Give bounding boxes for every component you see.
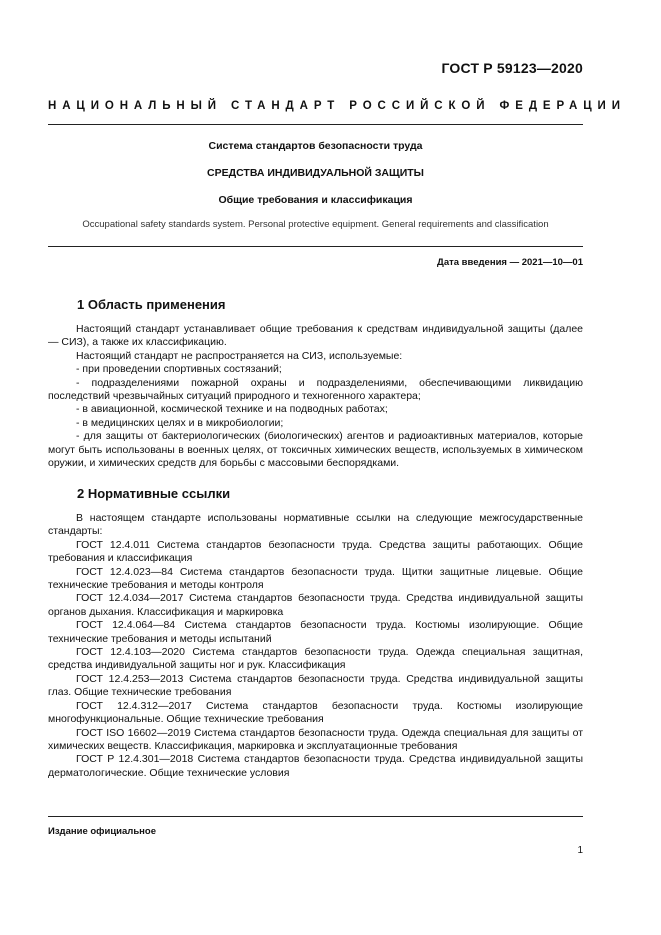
paragraph: Настоящий стандарт устанавливает общие требования к средствам индивидуальной защиты (далее — СИЗ), а также их классификацию.: [48, 323, 583, 349]
footer-divider: [48, 816, 583, 817]
title-english: Occupational safety standards system. Personal protective equipment. General requirements and classification: [82, 219, 549, 230]
reference-item: ГОСТ 12.4.023—84 Система стандартов безопасности труда. Щитки защитные лицевые. Общие технические требования и методы контроля: [48, 565, 583, 592]
reference-item: ГОСТ 12.4.253—2013 Система стандартов безопасности труда. Средства индивидуальной защиты глаз. Общие технические требования: [48, 672, 583, 699]
title-series: Система стандартов безопасности труда: [208, 140, 423, 152]
title-main: СРЕДСТВА ИНДИВИДУАЛЬНОЙ ЗАЩИТЫ: [207, 167, 424, 179]
national-standard-banner: НАЦИОНАЛЬНЫЙ СТАНДАРТ РОССИЙСКОЙ ФЕДЕРАЦИИ: [48, 100, 626, 112]
edition-label: Издание официальное: [48, 826, 156, 837]
reference-item: ГОСТ ISO 16602—2019 Система стандартов безопасности труда. Одежда специальная для защиты от химических веществ. Классификация, маркировка и эксплуатационные требования: [48, 726, 583, 752]
reference-item: ГОСТ 12.4.011 Система стандартов безопасности труда. Средства защиты работающих. Общие требования и классификация: [48, 538, 583, 565]
document-page: [48, 0, 626, 935]
list-item: - для защиты от бактериологических (биологических) агентов и радиоактивных материалов, которые могут быть использованы в военных целях, от токсичных химических веществ, используемых в химическом оружии, и химических средств для борьбы с массовыми беспорядками.: [48, 430, 583, 470]
list-item: - при проведении спортивных состязаний;: [76, 363, 282, 376]
section-2-body: [48, 512, 583, 780]
reference-item: ГОСТ 12.4.103—2020 Система стандартов безопасности труда. Одежда специальная защитная, средства индивидуальной защиты ног и рук. Классификация: [48, 646, 583, 672]
paragraph: Настоящий стандарт не распространяется на СИЗ, используемые:: [76, 349, 403, 362]
reference-item: ГОСТ 12.4.034—2017 Система стандартов безопасности труда. Средства индивидуальной защиты органов дыхания. Классификация и маркировка: [48, 592, 583, 618]
title-subtitle: Общие требования и классификация: [218, 194, 413, 206]
list-item: - в авиационной, космической технике и на подводных работах;: [76, 403, 388, 416]
reference-item: ГОСТ 12.4.064—84 Система стандартов безопасности труда. Костюмы изолирующие. Общие технические требования и методы испытаний: [48, 619, 583, 645]
paragraph: В настоящем стандарте использованы нормативные ссылки на следующие межгосударственные стандарты:: [48, 512, 583, 538]
section-1-body: [48, 323, 583, 470]
list-item: - подразделениями пожарной охраны и подразделениями, обеспечивающими ликвидацию последствий чрезвычайных ситуаций природного и техногенного характера;: [48, 376, 583, 403]
standard-number: ГОСТ Р 59123—2020: [441, 60, 583, 76]
section-1-heading: 1 Область применения: [77, 297, 226, 312]
header-divider: [48, 124, 583, 125]
introduction-date: Дата введения — 2021—10—01: [437, 257, 583, 268]
list-item: - в медицинских целях и в микробиологии;: [76, 416, 284, 429]
title-divider: [48, 246, 583, 247]
section-2-heading: 2 Нормативные ссылки: [77, 486, 231, 501]
reference-item: ГОСТ Р 12.4.301—2018 Система стандартов безопасности труда. Средства индивидуальной защиты дерматологические. Общие технические условия: [48, 753, 583, 779]
page-number: 1: [577, 845, 583, 856]
reference-item: ГОСТ 12.4.312—2017 Система стандартов безопасности труда. Костюмы изолирующие многофункциональные. Общие технические требования: [48, 699, 583, 726]
